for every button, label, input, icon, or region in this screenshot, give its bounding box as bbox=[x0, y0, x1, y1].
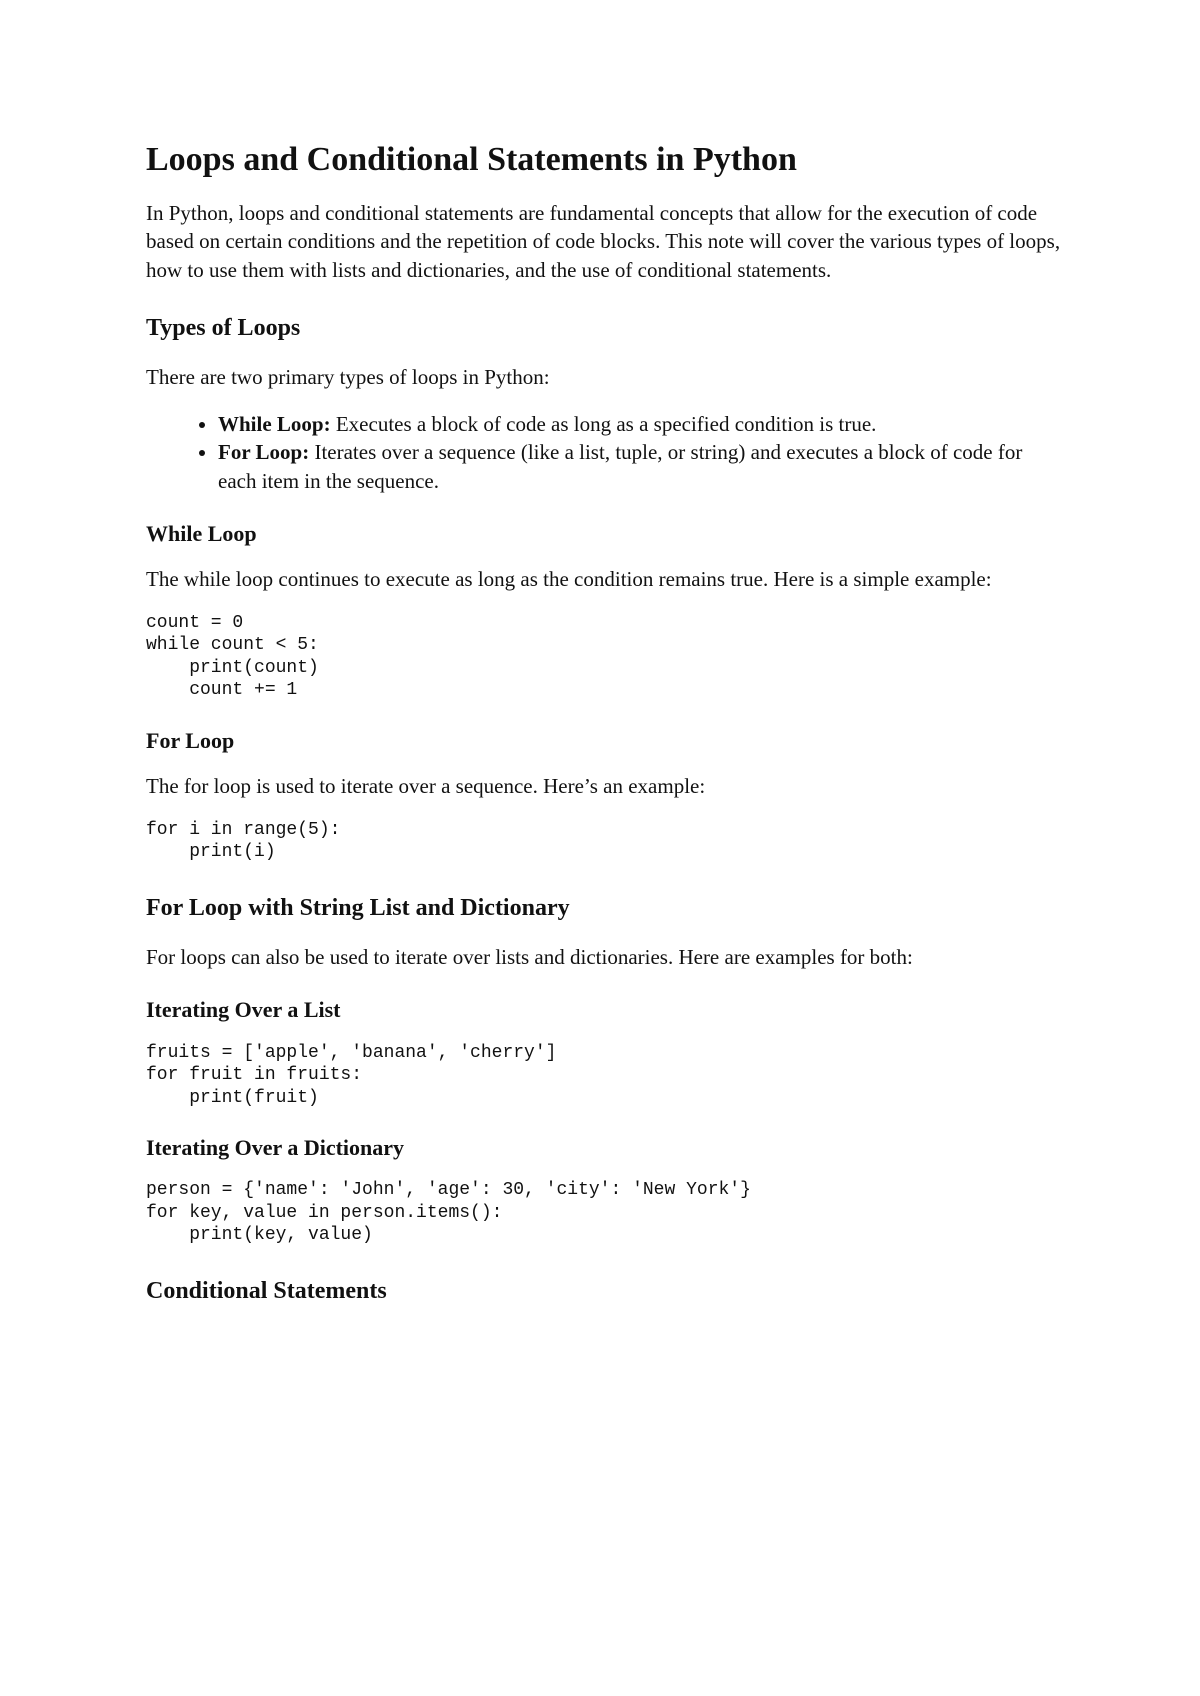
conditional-statements-heading: Conditional Statements bbox=[146, 1277, 387, 1304]
list-item bbox=[218, 438, 1066, 495]
types-of-loops-heading: Types of Loops bbox=[146, 315, 301, 342]
for-loop-heading: For Loop bbox=[146, 727, 235, 753]
list-item-text: Iterates over a sequence (like a list, tuple, or string) and executes a block of code for each item in the sequence. bbox=[218, 440, 1023, 493]
intro-paragraph: In Python, loops and conditional statements are fundamental concepts that allow for the execution of code based on certain conditions and the repetition of code blocks. This note will cover the various types of loops, how to use them with lists and dictionaries, and the use of conditional statements. bbox=[146, 200, 1061, 282]
list-item-term: For Loop: bbox=[218, 440, 310, 465]
loop-types-list bbox=[146, 410, 1066, 496]
while-loop-paragraph: The while loop continues to execute as long as the condition remains true. Here is a simple example: bbox=[146, 567, 992, 592]
while-loop-code: count = 0 while count < 5: print(count) count += 1 bbox=[146, 612, 319, 701]
iterating-dict-heading: Iterating Over a Dictionary bbox=[146, 1135, 405, 1161]
list-item-text: Executes a block of code as long as a specified condition is true. bbox=[330, 411, 877, 436]
list-item-term: While Loop: bbox=[218, 411, 331, 436]
page-title: Loops and Conditional Statements in Python bbox=[146, 141, 797, 178]
types-of-loops-lead: There are two primary types of loops in Python: bbox=[146, 365, 550, 390]
iterating-list-code: fruits = ['apple', 'banana', 'cherry'] for fruit in fruits: print(fruit) bbox=[146, 1042, 557, 1108]
while-loop-heading: While Loop bbox=[146, 521, 257, 547]
for-loop-collections-heading: For Loop with String List and Dictionary bbox=[146, 894, 570, 921]
iterating-dict-code: person = {'name': 'John', 'age': 30, 'city': 'New York'} for key, value in person.items(): print(key, value) bbox=[146, 1180, 751, 1246]
iterating-list-heading: Iterating Over a List bbox=[146, 997, 341, 1023]
document-page bbox=[146, 140, 1066, 1326]
list-item bbox=[218, 410, 1066, 439]
for-loop-collections-paragraph: For loops can also be used to iterate over lists and dictionaries. Here are examples for both: bbox=[146, 944, 913, 969]
for-loop-code: for i in range(5): print(i) bbox=[146, 819, 341, 863]
for-loop-paragraph: The for loop is used to iterate over a sequence. Here’s an example: bbox=[146, 774, 706, 799]
